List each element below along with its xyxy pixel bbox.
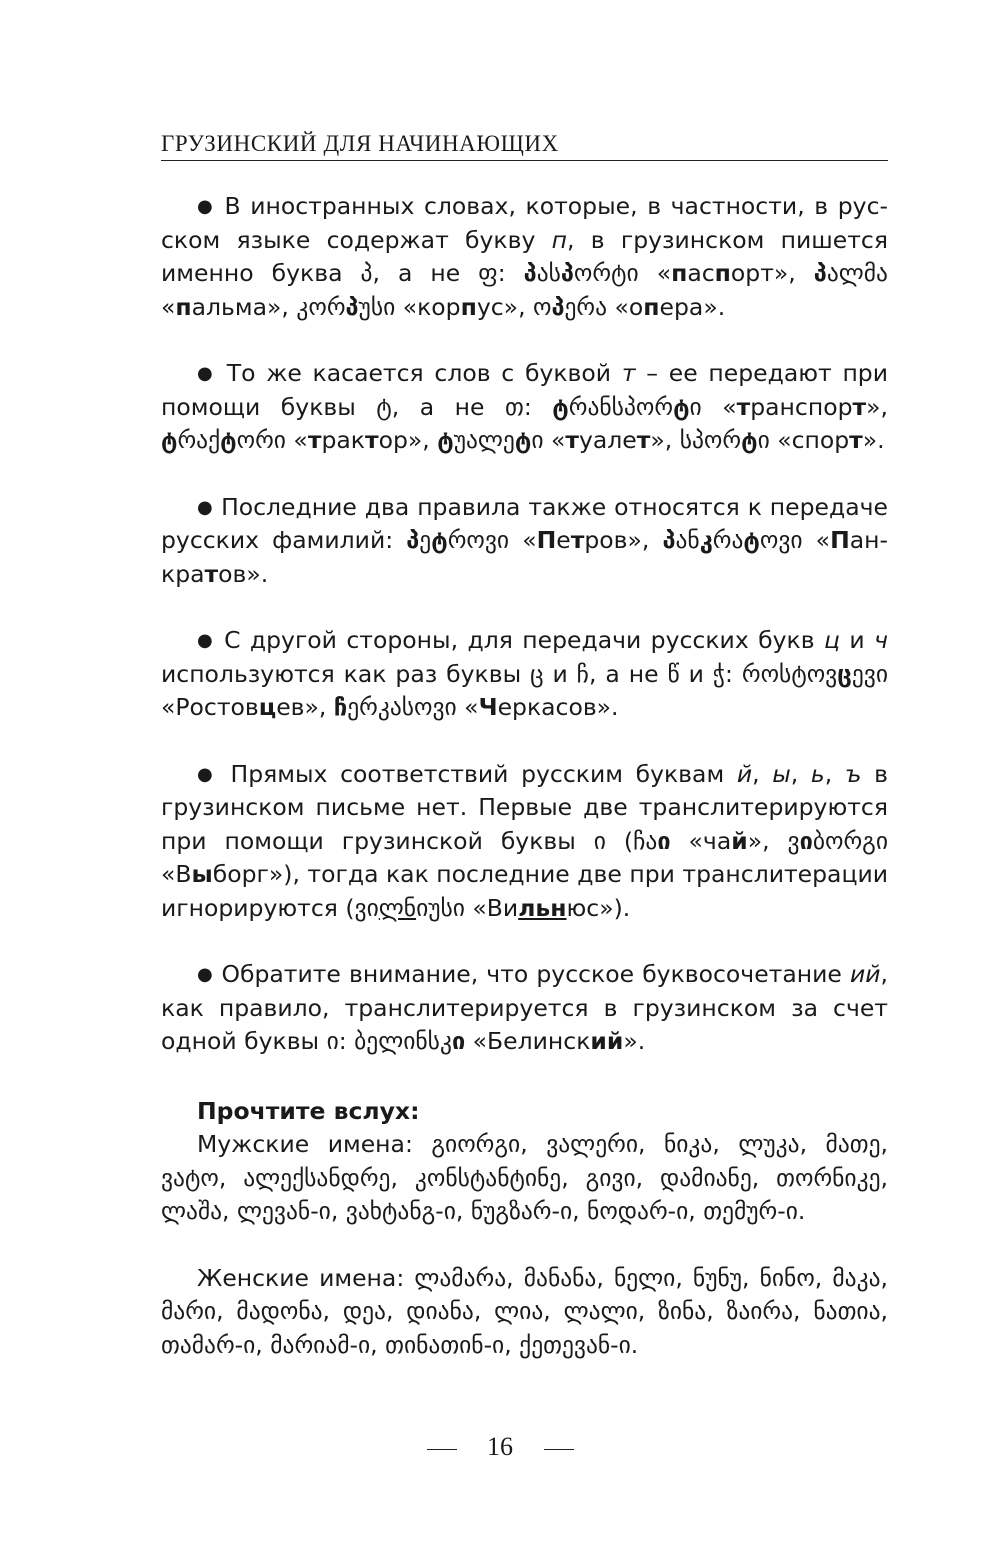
right-dash (544, 1449, 574, 1450)
left-dash (427, 1449, 457, 1450)
book-title: ГРУЗИНСКИЙ ДЛЯ НАЧИНАЮЩИХ (161, 131, 559, 156)
rule-paragraph-soft-signs: ● Прямых соответствий русским буквам й, ы, ь, ъ в грузинском письме нет. Первые две транслитерируются при помощи грузинской буквы ი (ჩაი «чай», ვიბორგი «Выборг»), тогда как последние две при транслитерации игнорируются (ვილნიუსი «Вильнюс»). (161, 759, 888, 922)
running-header (161, 130, 888, 158)
rule-paragraph-t: ● То же касается слов с буквой т – ее передают при помощи буквы ტ, а не თ: ტრანსპორტი «транспорт», ტრაქტორი «трактор», ტუალეტი «туалет», სპორტი «спорт». (161, 359, 888, 454)
header-rule (161, 160, 888, 161)
rule-paragraph-surnames: ● Последние два правила также относятся к передаче русских фамилий: პეტროვი «Петров», პანკრატოვი «Панкратов». (161, 492, 888, 588)
female-names: Женские имена: ლამარა, მანანა, ნელი, ნუნუ, ნინო, მაკა, მარი, მადონა, დეა, დიანა, ლია, ლალი, ზინა, ზაირა, ნათია, თამარ-ი, მარიამ-ი, თინათინ-ი, ქეთევან-ი. (161, 1263, 888, 1359)
rule-paragraph-ts-ch: ● С другой стороны, для передачи русских букв ц и ч используются как раз буквы ც и ჩ, а не წ и ჭ: როსტოვცევი «Ростовцев», ჩერკასოვი «Черкасов». (161, 626, 888, 721)
rule-paragraph-p: ● В иностранных словах, которые, в частности, в русском языке содержат букву п, в грузинском пишется именно буква პ, а не ფ: პასპორტი «паспорт», პალმა «пальма», კორპუსი «корпус», ოპერა «опера». (161, 192, 888, 321)
reading-exercise (161, 1095, 888, 1363)
page-footer (0, 1432, 1000, 1462)
exercise-title: Прочтите вслух: (197, 1096, 420, 1125)
rule-paragraph-iy: ● Обратите внимание, что русское буквосочетание ий, как правило, транслитерируется в грузинском за счет одной буквы ი: ბელინსკი «Белинский». (161, 960, 888, 1055)
male-names: Мужские имена: გიორგი, ვალერი, ნიკა, ლუკა, მათე, ვატო, ალექსანდრე, კონსტანტინე, გივი, დამიანე, თორნიკე, ლაშა, ლევან-ი, ვახტანგ-ი, ნუგზარ-ი, ნოდარ-ი, თემურ-ი. (161, 1130, 888, 1225)
page-number: 16 (487, 1432, 513, 1461)
page-body (161, 190, 888, 1395)
